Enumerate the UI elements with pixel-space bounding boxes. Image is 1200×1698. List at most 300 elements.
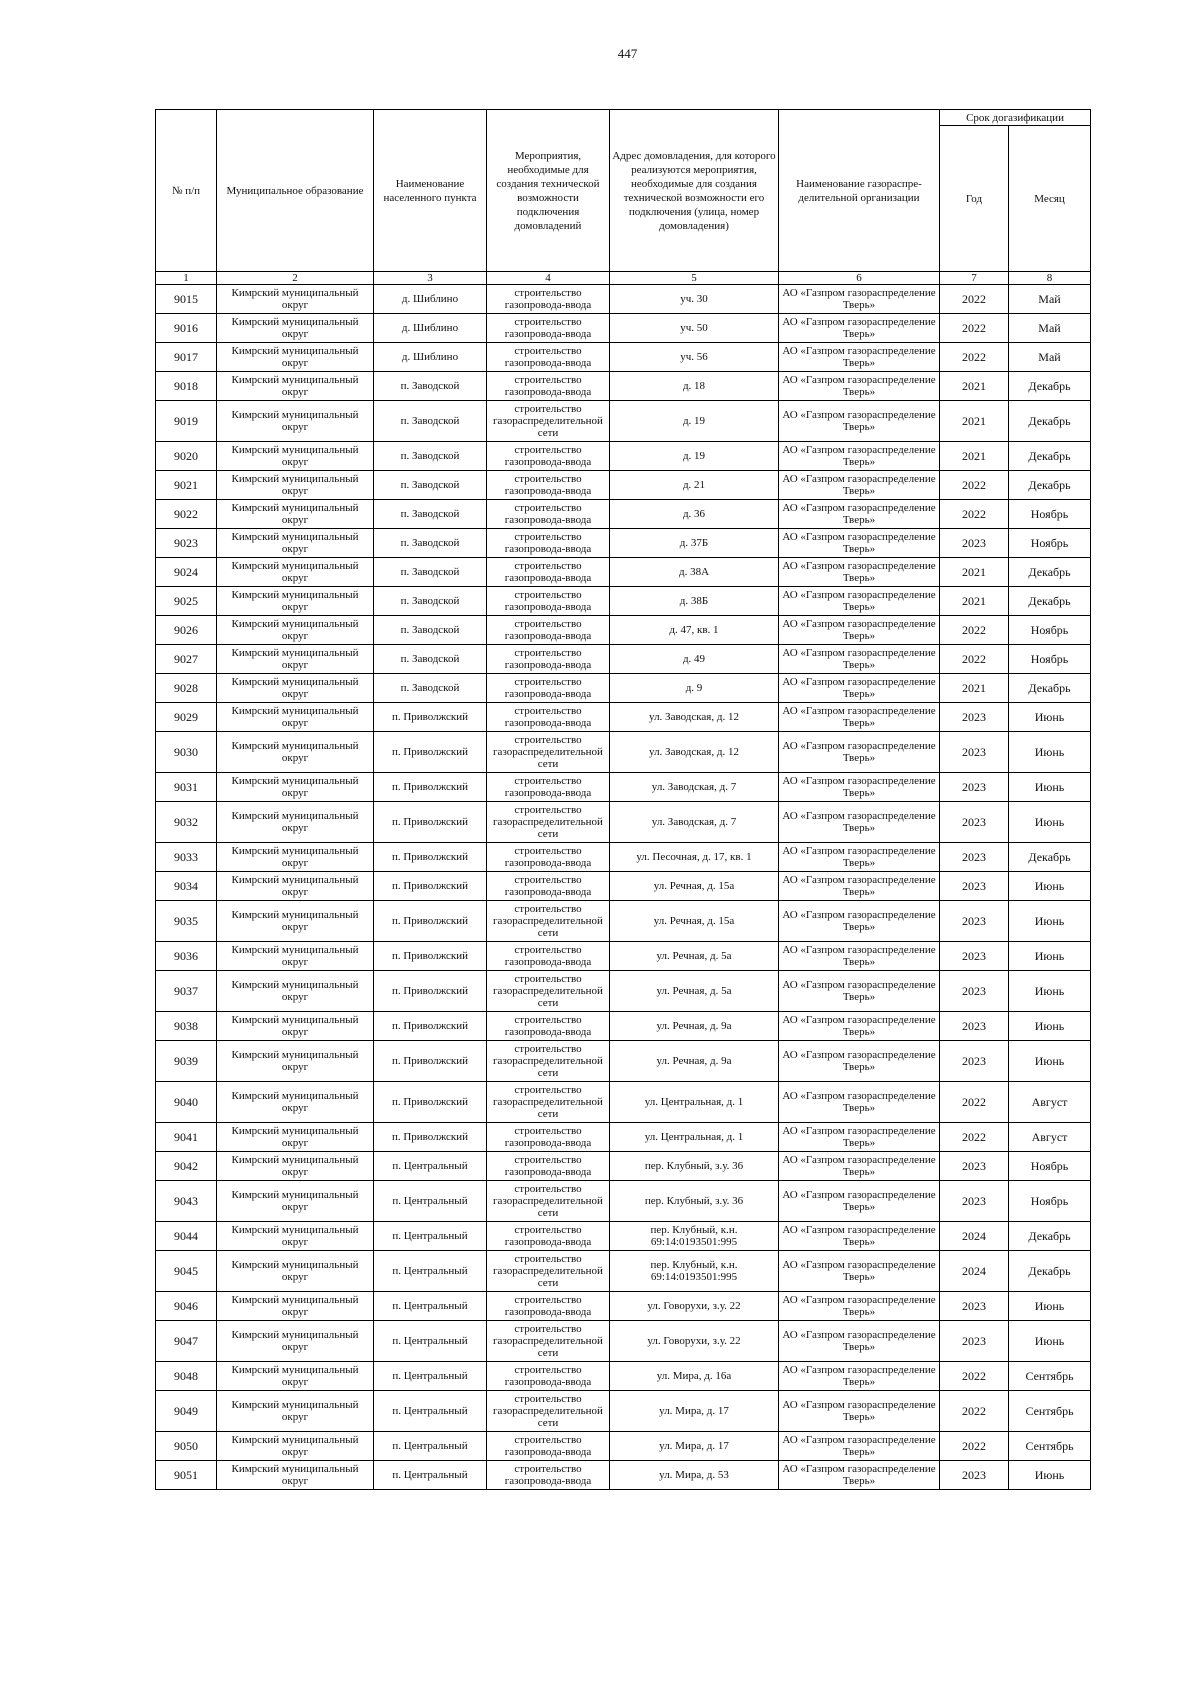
year-cell: 2023 [940,1041,1009,1082]
settlement-cell: п. Центральный [374,1152,487,1181]
month-cell: Ноябрь [1009,1152,1091,1181]
row-number-cell: 9025 [156,587,217,616]
organization-cell: АО «Газпром газораспределение Тверь» [779,529,940,558]
organization-cell: АО «Газпром газораспределение Тверь» [779,1292,940,1321]
organization-cell: АО «Газпром газораспределение Тверь» [779,500,940,529]
measure-cell: строительство газораспределительной сети [487,802,610,843]
organization-cell: АО «Газпром газораспределение Тверь» [779,1391,940,1432]
month-cell: Июнь [1009,901,1091,942]
table-row [156,500,1091,529]
year-cell: 2024 [940,1222,1009,1251]
row-number-cell: 9045 [156,1251,217,1292]
year-cell: 2023 [940,1152,1009,1181]
measure-cell: строительство газопровода-ввода [487,587,610,616]
organization-cell: АО «Газпром газораспределение Тверь» [779,674,940,703]
month-cell: Июнь [1009,942,1091,971]
measure-cell: строительство газопровода-ввода [487,1292,610,1321]
table-row [156,1362,1091,1391]
table-row [156,401,1091,442]
address-cell: ул. Речная, д. 9а [610,1012,779,1041]
measure-cell: строительство газопровода-ввода [487,1461,610,1490]
address-cell: д. 18 [610,372,779,401]
municipality-cell: Кимрский муниципальный округ [217,500,374,529]
table-body [156,285,1091,1490]
row-number-cell: 9027 [156,645,217,674]
measure-cell: строительство газопровода-ввода [487,558,610,587]
year-cell: 2021 [940,401,1009,442]
table-row [156,872,1091,901]
row-number-cell: 9043 [156,1181,217,1222]
municipality-cell: Кимрский муниципальный округ [217,732,374,773]
organization-cell: АО «Газпром газораспределение Тверь» [779,901,940,942]
measure-cell: строительство газопровода-ввода [487,1123,610,1152]
year-cell: 2022 [940,616,1009,645]
settlement-cell: п. Центральный [374,1461,487,1490]
municipality-cell: Кимрский муниципальный округ [217,872,374,901]
measure-cell: строительство газопровода-ввода [487,500,610,529]
address-cell: д. 49 [610,645,779,674]
municipality-cell: Кимрский муниципальный округ [217,285,374,314]
organization-cell: АО «Газпром газораспределение Тверь» [779,442,940,471]
settlement-cell: п. Приволжский [374,1123,487,1152]
organization-cell: АО «Газпром газораспределение Тверь» [779,1181,940,1222]
month-cell: Ноябрь [1009,529,1091,558]
table-row [156,558,1091,587]
gasification-table [155,109,1091,1490]
settlement-cell: п. Заводской [374,529,487,558]
year-cell: 2023 [940,703,1009,732]
month-cell: Май [1009,314,1091,343]
table-row [156,1432,1091,1461]
settlement-cell: п. Центральный [374,1432,487,1461]
column-number: 4 [487,272,610,285]
year-cell: 2021 [940,674,1009,703]
address-cell: уч. 50 [610,314,779,343]
organization-cell: АО «Газпром газораспределение Тверь» [779,773,940,802]
year-cell: 2022 [940,1082,1009,1123]
municipality-cell: Кимрский муниципальный округ [217,843,374,872]
address-cell: д. 19 [610,401,779,442]
header-year: Год [940,126,1009,272]
table-row [156,1292,1091,1321]
column-number: 6 [779,272,940,285]
address-cell: д. 38Б [610,587,779,616]
settlement-cell: п. Заводской [374,442,487,471]
settlement-cell: п. Приволжский [374,971,487,1012]
measure-cell: строительство газопровода-ввода [487,372,610,401]
measure-cell: строительство газопровода-ввода [487,285,610,314]
column-number-row [156,272,1091,285]
column-number: 1 [156,272,217,285]
month-cell: Июнь [1009,703,1091,732]
row-number-cell: 9037 [156,971,217,1012]
row-number-cell: 9032 [156,802,217,843]
measure-cell: строительство газопровода-ввода [487,674,610,703]
table-row [156,1181,1091,1222]
month-cell: Август [1009,1082,1091,1123]
settlement-cell: п. Заводской [374,674,487,703]
municipality-cell: Кимрский муниципальный округ [217,773,374,802]
municipality-cell: Кимрский муниципальный округ [217,645,374,674]
year-cell: 2021 [940,442,1009,471]
address-cell: ул. Центральная, д. 1 [610,1082,779,1123]
address-cell: ул. Заводская, д. 7 [610,802,779,843]
measure-cell: строительство газораспределительной сети [487,401,610,442]
measure-cell: строительство газораспределительной сети [487,1251,610,1292]
row-number-cell: 9048 [156,1362,217,1391]
column-number: 2 [217,272,374,285]
month-cell: Сентябрь [1009,1432,1091,1461]
organization-cell: АО «Газпром газораспределение Тверь» [779,732,940,773]
month-cell: Май [1009,285,1091,314]
settlement-cell: п. Приволжский [374,942,487,971]
organization-cell: АО «Газпром газораспределение Тверь» [779,1222,940,1251]
settlement-cell: п. Приволжский [374,843,487,872]
year-cell: 2023 [940,802,1009,843]
settlement-cell: п. Приволжский [374,802,487,843]
year-cell: 2021 [940,587,1009,616]
measure-cell: строительство газопровода-ввода [487,343,610,372]
year-cell: 2023 [940,529,1009,558]
organization-cell: АО «Газпром газораспределение Тверь» [779,1461,940,1490]
table-row [156,1222,1091,1251]
column-number: 3 [374,272,487,285]
organization-cell: АО «Газпром газораспределение Тверь» [779,1362,940,1391]
address-cell: уч. 30 [610,285,779,314]
measure-cell: строительство газораспределительной сети [487,1321,610,1362]
table-row [156,901,1091,942]
table-row [156,343,1091,372]
organization-cell: АО «Газпром газораспределение Тверь» [779,872,940,901]
month-cell: Ноябрь [1009,1181,1091,1222]
row-number-cell: 9034 [156,872,217,901]
organization-cell: АО «Газпром газораспределение Тверь» [779,587,940,616]
address-cell: д. 47, кв. 1 [610,616,779,645]
row-number-cell: 9039 [156,1041,217,1082]
month-cell: Июнь [1009,802,1091,843]
row-number-cell: 9018 [156,372,217,401]
year-cell: 2023 [940,1012,1009,1041]
municipality-cell: Кимрский муниципальный округ [217,1362,374,1391]
measure-cell: строительство газопровода-ввода [487,645,610,674]
month-cell: Ноябрь [1009,645,1091,674]
measure-cell: строительство газопровода-ввода [487,442,610,471]
settlement-cell: п. Центральный [374,1181,487,1222]
measure-cell: строительство газопровода-ввода [487,314,610,343]
month-cell: Декабрь [1009,843,1091,872]
table-row [156,587,1091,616]
year-cell: 2023 [940,971,1009,1012]
year-cell: 2021 [940,558,1009,587]
address-cell: ул. Заводская, д. 12 [610,703,779,732]
measure-cell: строительство газораспределительной сети [487,1181,610,1222]
year-cell: 2022 [940,500,1009,529]
measure-cell: строительство газопровода-ввода [487,529,610,558]
year-cell: 2022 [940,1391,1009,1432]
address-cell: ул. Речная, д. 5а [610,942,779,971]
settlement-cell: п. Приволжский [374,1012,487,1041]
year-cell: 2021 [940,372,1009,401]
municipality-cell: Кимрский муниципальный округ [217,1181,374,1222]
address-cell: ул. Говорухи, з.у. 22 [610,1292,779,1321]
municipality-cell: Кимрский муниципальный округ [217,1152,374,1181]
month-cell: Декабрь [1009,1251,1091,1292]
row-number-cell: 9033 [156,843,217,872]
settlement-cell: д. Шиблино [374,343,487,372]
settlement-cell: п. Центральный [374,1362,487,1391]
measure-cell: строительство газораспределительной сети [487,732,610,773]
settlement-cell: п. Заводской [374,616,487,645]
row-number-cell: 9020 [156,442,217,471]
table-row [156,1321,1091,1362]
year-cell: 2022 [940,1362,1009,1391]
page-number: 447 [617,46,638,61]
settlement-cell: п. Центральный [374,1222,487,1251]
header-term-group: Срок догазификации [940,110,1091,126]
measure-cell: строительство газопровода-ввода [487,1012,610,1041]
measure-cell: строительство газопровода-ввода [487,1222,610,1251]
header-organization: Наименование газораспре-делительной организации [779,110,940,272]
organization-cell: АО «Газпром газораспределение Тверь» [779,471,940,500]
column-number: 8 [1009,272,1091,285]
settlement-cell: п. Приволжский [374,1041,487,1082]
settlement-cell: п. Заводской [374,471,487,500]
month-cell: Июнь [1009,872,1091,901]
table-row [156,971,1091,1012]
row-number-cell: 9026 [156,616,217,645]
row-number-cell: 9044 [156,1222,217,1251]
address-cell: ул. Заводская, д. 7 [610,773,779,802]
table-row [156,1082,1091,1123]
address-cell: д. 38А [610,558,779,587]
municipality-cell: Кимрский муниципальный округ [217,674,374,703]
table-row [156,616,1091,645]
measure-cell: строительство газопровода-ввода [487,1432,610,1461]
row-number-cell: 9022 [156,500,217,529]
table-row [156,703,1091,732]
organization-cell: АО «Газпром газораспределение Тверь» [779,1251,940,1292]
municipality-cell: Кимрский муниципальный округ [217,471,374,500]
address-cell: д. 19 [610,442,779,471]
year-cell: 2023 [940,732,1009,773]
row-number-cell: 9040 [156,1082,217,1123]
settlement-cell: п. Заводской [374,401,487,442]
address-cell: ул. Мира, д. 53 [610,1461,779,1490]
settlement-cell: п. Приволжский [374,703,487,732]
organization-cell: АО «Газпром газораспределение Тверь» [779,1123,940,1152]
organization-cell: АО «Газпром газораспределение Тверь» [779,314,940,343]
address-cell: ул. Речная, д. 15а [610,901,779,942]
municipality-cell: Кимрский муниципальный округ [217,314,374,343]
year-cell: 2023 [940,942,1009,971]
table-row [156,802,1091,843]
month-cell: Июнь [1009,1461,1091,1490]
measure-cell: строительство газопровода-ввода [487,942,610,971]
address-cell: д. 36 [610,500,779,529]
settlement-cell: п. Заводской [374,645,487,674]
table-row [156,1123,1091,1152]
settlement-cell: п. Центральный [374,1321,487,1362]
measure-cell: строительство газораспределительной сети [487,1082,610,1123]
settlement-cell: п. Центральный [374,1251,487,1292]
address-cell: ул. Заводская, д. 12 [610,732,779,773]
month-cell: Декабрь [1009,442,1091,471]
address-cell: пер. Клубный, з.у. 36 [610,1181,779,1222]
table-row [156,773,1091,802]
month-cell: Декабрь [1009,471,1091,500]
header-settlement: Наименование населенного пункта [374,110,487,272]
header-municipality: Муниципальное образование [217,110,374,272]
settlement-cell: д. Шиблино [374,314,487,343]
table-row [156,314,1091,343]
organization-cell: АО «Газпром газораспределение Тверь» [779,971,940,1012]
month-cell: Июнь [1009,1321,1091,1362]
municipality-cell: Кимрский муниципальный округ [217,343,374,372]
month-cell: Ноябрь [1009,616,1091,645]
table-row [156,674,1091,703]
month-cell: Сентябрь [1009,1391,1091,1432]
year-cell: 2024 [940,1251,1009,1292]
month-cell: Декабрь [1009,558,1091,587]
month-cell: Август [1009,1123,1091,1152]
month-cell: Июнь [1009,773,1091,802]
settlement-cell: п. Заводской [374,558,487,587]
settlement-cell: п. Заводской [374,372,487,401]
organization-cell: АО «Газпром газораспределение Тверь» [779,343,940,372]
address-cell: ул. Мира, д. 17 [610,1432,779,1461]
year-cell: 2022 [940,471,1009,500]
organization-cell: АО «Газпром газораспределение Тверь» [779,372,940,401]
row-number-cell: 9051 [156,1461,217,1490]
month-cell: Июнь [1009,1041,1091,1082]
month-cell: Декабрь [1009,587,1091,616]
address-cell: д. 9 [610,674,779,703]
year-cell: 2022 [940,645,1009,674]
year-cell: 2022 [940,1123,1009,1152]
municipality-cell: Кимрский муниципальный округ [217,942,374,971]
organization-cell: АО «Газпром газораспределение Тверь» [779,1321,940,1362]
settlement-cell: п. Приволжский [374,732,487,773]
month-cell: Декабрь [1009,372,1091,401]
measure-cell: строительство газораспределительной сети [487,1041,610,1082]
settlement-cell: п. Приволжский [374,872,487,901]
row-number-cell: 9017 [156,343,217,372]
month-cell: Декабрь [1009,1222,1091,1251]
year-cell: 2022 [940,343,1009,372]
month-cell: Июнь [1009,1012,1091,1041]
address-cell: пер. Клубный, к.н. 69:14:0193501:995 [610,1222,779,1251]
year-cell: 2023 [940,1181,1009,1222]
month-cell: Декабрь [1009,401,1091,442]
address-cell: ул. Речная, д. 15а [610,872,779,901]
organization-cell: АО «Газпром газораспределение Тверь» [779,401,940,442]
row-number-cell: 9050 [156,1432,217,1461]
settlement-cell: п. Центральный [374,1292,487,1321]
row-number-cell: 9021 [156,471,217,500]
measure-cell: строительство газопровода-ввода [487,703,610,732]
row-number-cell: 9036 [156,942,217,971]
row-number-cell: 9029 [156,703,217,732]
address-cell: ул. Речная, д. 9а [610,1041,779,1082]
organization-cell: АО «Газпром газораспределение Тверь» [779,843,940,872]
month-cell: Июнь [1009,971,1091,1012]
address-cell: ул. Мира, д. 16а [610,1362,779,1391]
organization-cell: АО «Газпром газораспределение Тверь» [779,1432,940,1461]
table-row [156,442,1091,471]
settlement-cell: п. Заводской [374,587,487,616]
year-cell: 2022 [940,314,1009,343]
organization-cell: АО «Газпром газораспределение Тверь» [779,645,940,674]
settlement-cell: п. Приволжский [374,901,487,942]
municipality-cell: Кимрский муниципальный округ [217,529,374,558]
municipality-cell: Кимрский муниципальный округ [217,1251,374,1292]
year-cell: 2023 [940,773,1009,802]
month-cell: Ноябрь [1009,500,1091,529]
organization-cell: АО «Газпром газораспределение Тверь» [779,942,940,971]
municipality-cell: Кимрский муниципальный округ [217,587,374,616]
table-row [156,285,1091,314]
municipality-cell: Кимрский муниципальный округ [217,1123,374,1152]
year-cell: 2023 [940,1321,1009,1362]
organization-cell: АО «Газпром газораспределение Тверь» [779,558,940,587]
organization-cell: АО «Газпром газораспределение Тверь» [779,616,940,645]
municipality-cell: Кимрский муниципальный округ [217,1292,374,1321]
address-cell: ул. Речная, д. 5а [610,971,779,1012]
row-number-cell: 9030 [156,732,217,773]
municipality-cell: Кимрский муниципальный округ [217,1222,374,1251]
measure-cell: строительство газораспределительной сети [487,901,610,942]
measure-cell: строительство газопровода-ввода [487,843,610,872]
table-row [156,1012,1091,1041]
month-cell: Июнь [1009,1292,1091,1321]
settlement-cell: д. Шиблино [374,285,487,314]
municipality-cell: Кимрский муниципальный округ [217,703,374,732]
municipality-cell: Кимрский муниципальный округ [217,1432,374,1461]
header-address: Адрес домовладения, для которого реализуются мероприятия, необходимые для создания технической возможности его подключения (улица, номер домовладения) [610,110,779,272]
row-number-cell: 9049 [156,1391,217,1432]
year-cell: 2023 [940,901,1009,942]
row-number-cell: 9035 [156,901,217,942]
organization-cell: АО «Газпром газораспределение Тверь» [779,1152,940,1181]
municipality-cell: Кимрский муниципальный округ [217,1461,374,1490]
municipality-cell: Кимрский муниципальный округ [217,442,374,471]
table-row [156,843,1091,872]
column-number: 5 [610,272,779,285]
municipality-cell: Кимрский муниципальный округ [217,802,374,843]
address-cell: уч. 56 [610,343,779,372]
month-cell: Декабрь [1009,674,1091,703]
row-number-cell: 9031 [156,773,217,802]
table-row [156,645,1091,674]
table-row [156,372,1091,401]
organization-cell: АО «Газпром газораспределение Тверь» [779,1041,940,1082]
address-cell: д. 37Б [610,529,779,558]
row-number-cell: 9047 [156,1321,217,1362]
header-month: Месяц [1009,126,1091,272]
address-cell: пер. Клубный, к.н. 69:14:0193501:995 [610,1251,779,1292]
table-row [156,529,1091,558]
organization-cell: АО «Газпром газораспределение Тверь» [779,802,940,843]
measure-cell: строительство газопровода-ввода [487,1152,610,1181]
organization-cell: АО «Газпром газораспределение Тверь» [779,1012,940,1041]
address-cell: ул. Центральная, д. 1 [610,1123,779,1152]
address-cell: ул. Мира, д. 17 [610,1391,779,1432]
month-cell: Май [1009,343,1091,372]
organization-cell: АО «Газпром газораспределение Тверь» [779,285,940,314]
organization-cell: АО «Газпром газораспределение Тверь» [779,1082,940,1123]
municipality-cell: Кимрский муниципальный округ [217,971,374,1012]
municipality-cell: Кимрский муниципальный округ [217,1041,374,1082]
